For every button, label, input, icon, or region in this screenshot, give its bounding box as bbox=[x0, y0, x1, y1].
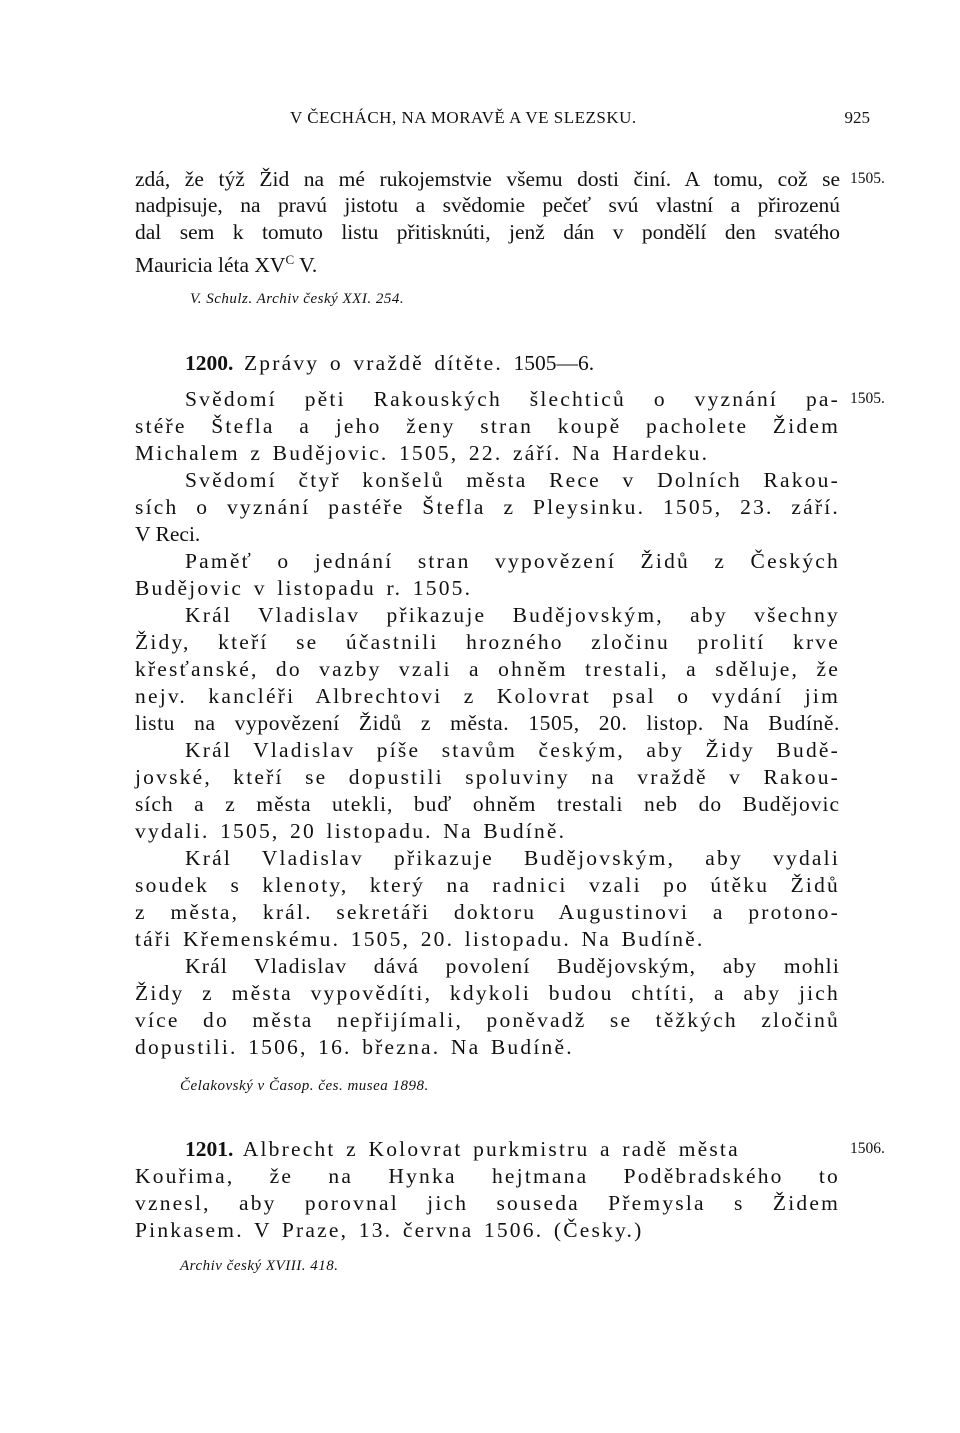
entry-number: 1200. bbox=[185, 351, 234, 375]
text-line: Svědomí pěti Rakouských šlechticů o vyznání pa- bbox=[185, 387, 840, 411]
text-line: Kouřima, že na Hynka hejtmana Poděbradského to bbox=[135, 1164, 840, 1188]
text-line: Michalem z Budějovic. 1505, 22. září. Na Hardeku. bbox=[135, 441, 710, 465]
text-line: více do města nepřijímali, poněvadž se těžkých zločinů bbox=[135, 1008, 840, 1032]
entry-number: 1201. bbox=[185, 1137, 234, 1161]
margin-year: 1506. bbox=[850, 1140, 885, 1157]
text-line: Pinkasem. V Praze, 13. června 1506. (Česky.) bbox=[135, 1218, 644, 1242]
text-line: vznesl, aby porovnal jich souseda Přemysla s Židem bbox=[135, 1191, 840, 1215]
text-line: listu na vypovězení Židů z města. 1505, 20. listop. Na Budíně. bbox=[135, 711, 840, 735]
page-number: 925 bbox=[844, 108, 870, 127]
text-line: Král Vladislav píše stavům českým, aby Židy Budě- bbox=[185, 738, 840, 762]
text-line: Svědomí čtyř konšelů města Rece v Dolních Rakou- bbox=[185, 468, 840, 492]
entry-first-line: 1201. Albrecht z Kolovrat purkmistru a radě města bbox=[185, 1137, 740, 1161]
text-line: Židy, kteří se účastnili hrozného zločinu prolití krve bbox=[135, 630, 840, 654]
text-line: Budějovic v listopadu r. 1505. bbox=[135, 576, 473, 600]
margin-year: 1505. bbox=[850, 170, 885, 187]
citation: Čelakovský v Časop. čes. musea 1898. bbox=[180, 1078, 429, 1094]
text-line: Král Vladislav dává povolení Budějovským, aby mohli bbox=[185, 954, 840, 978]
text-line: Paměť o jednání stran vypovězení Židů z Českých bbox=[185, 549, 840, 573]
text-line: sích o vyznání pastéře Štefla z Pleysinku. 1505, 23. září. bbox=[135, 495, 840, 519]
text-line: Mauricia léta $XV^C$ V. bbox=[135, 252, 318, 278]
entry-heading bbox=[185, 350, 785, 377]
running-head: V ČECHÁCH, NA MORAVĚ A VE SLEZSKU. bbox=[290, 108, 637, 127]
text-line: nadpisuje, na pravú jistotu a svědomie pečeť svú vlastní a přirozenú bbox=[135, 193, 840, 217]
citation: V. Schulz. Archiv český XXI. 254. bbox=[190, 291, 405, 307]
text-line: Židy z města vypovědíti, kdykoli budou chtíti, a aby jich bbox=[135, 981, 840, 1005]
text-line: soudek s klenoty, který na radnici vzali po útěku Židů bbox=[135, 873, 840, 897]
page-header bbox=[0, 108, 960, 138]
text-line: sích a z města utekli, buď ohněm trestali neb do Budějovic bbox=[135, 792, 840, 816]
text-line: křesťanské, do vazby vzali a ohněm trestali, a sděluje, že bbox=[135, 657, 840, 681]
text-line: jovské, kteří se dopustili spoluviny na vraždě v Rakou- bbox=[135, 765, 840, 789]
text-line: stéře Štefla a jeho ženy stran koupě pacholete Židem bbox=[135, 414, 840, 438]
text-line: zdá, že týž Žid na mé rukojemstvie všemu dosti činí. A tomu, což se bbox=[135, 167, 840, 191]
text-line: z města, král. sekretáři doktoru Augustinovi a protono- bbox=[135, 900, 840, 924]
text-line: nejv. kancléři Albrechtovi z Kolovrat psal o vydání jim bbox=[135, 684, 840, 708]
margin-year: 1505. bbox=[850, 390, 885, 407]
text-line: V Reci. bbox=[135, 522, 201, 546]
text-line: Král Vladislav přikazuje Budějovským, aby všechny bbox=[185, 603, 840, 627]
citation: Archiv český XVIII. 418. bbox=[180, 1258, 339, 1274]
text-line: dopustili. 1506, 16. března. Na Budíně. bbox=[135, 1035, 574, 1059]
entry-title: Zprávy o vraždě dítěte. bbox=[243, 351, 503, 375]
text-line: Král Vladislav přikazuje Budějovským, aby vydali bbox=[185, 846, 840, 870]
text-line: vydali. 1505, 20 listopadu. Na Budíně. bbox=[135, 819, 567, 843]
text-line: táři Křemenskému. 1505, 20. listopadu. Na Budíně. bbox=[135, 927, 705, 951]
text-line: dal sem k tomuto listu přitisknúti, jenž dán v pondělí den svatého bbox=[135, 220, 840, 244]
entry-years: 1505—6. bbox=[513, 351, 595, 375]
